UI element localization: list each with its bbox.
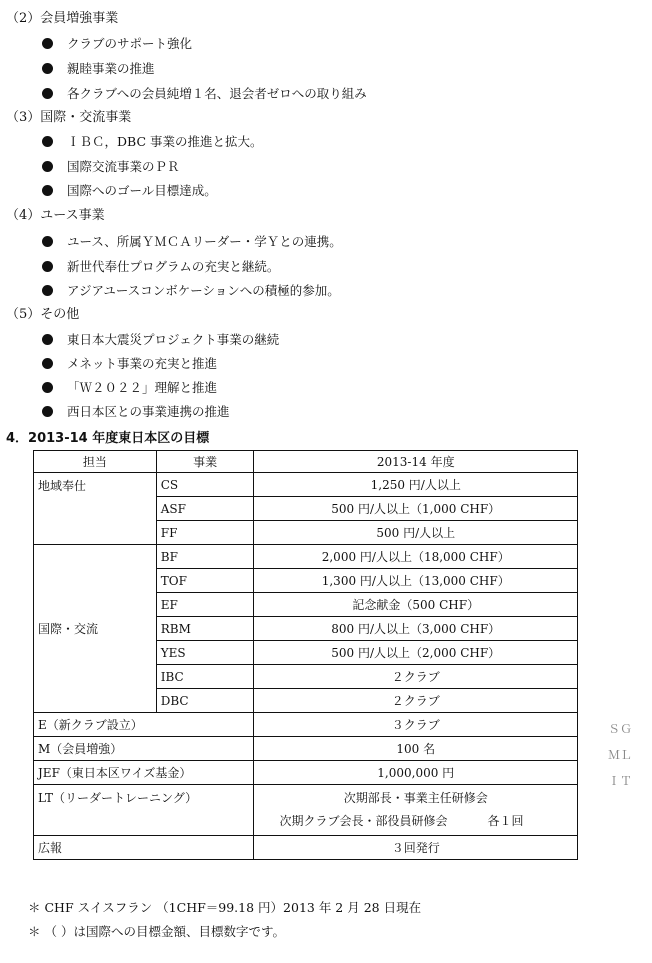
goal-cell: 500 円/人以上（2,000 CHF） bbox=[254, 641, 578, 665]
section-heading-3: （3）国際・交流事業 bbox=[6, 110, 132, 125]
bullet-dot-icon bbox=[42, 406, 53, 417]
header-item: 事業 bbox=[156, 451, 254, 473]
table-row bbox=[34, 785, 578, 836]
bullet-item: クラブのサポート強化 bbox=[42, 36, 192, 52]
bullet-dot-icon bbox=[42, 334, 53, 345]
table-row bbox=[34, 761, 578, 785]
bullet-dot-icon bbox=[42, 236, 53, 247]
goal-cell: 500 円/人以上 bbox=[254, 521, 578, 545]
bullet-item: 親睦事業の推進 bbox=[42, 61, 155, 77]
goal-cell: 記念献金（500 CHF） bbox=[254, 593, 578, 617]
bullet-item: 新世代奉仕プログラムの充実と継続。 bbox=[42, 259, 279, 275]
bullet-item: 「Ｗ２０２２」理解と推進 bbox=[42, 380, 217, 396]
side-marks: ＳＧ ＭＬ ＩＴ bbox=[608, 722, 633, 788]
wide-label-cell: E（新クラブ設立） bbox=[34, 713, 254, 737]
bullet-dot-icon bbox=[42, 136, 53, 147]
bullet-item: 西日本区との事業連携の推進 bbox=[42, 404, 230, 420]
leader-training-goal: 次期部長・事業主任研修会 次期クラブ会長・部役員研修会 各１回 bbox=[254, 785, 578, 836]
bullet-item: 国際へのゴール目標達成。 bbox=[42, 183, 217, 199]
bullet-dot-icon bbox=[42, 358, 53, 369]
item-cell: CS bbox=[156, 473, 254, 497]
bullet-dot-icon bbox=[42, 285, 53, 296]
bullet-item: ユース、所属ＹＭＣＡリーダー・学Ｙとの連携。 bbox=[42, 234, 342, 250]
goal-cell: ３回発行 bbox=[254, 836, 578, 860]
bullet-item: ＩＢＣ，DBC 事業の推進と拡大。 bbox=[42, 134, 262, 150]
goal-cell: ２クラブ bbox=[254, 689, 578, 713]
item-cell: TOF bbox=[156, 569, 254, 593]
bullet-dot-icon bbox=[42, 88, 53, 99]
item-cell: ASF bbox=[156, 497, 254, 521]
footnote-parentheses: ＊ （ ）は国際への目標金額、目標数字です。 bbox=[28, 924, 285, 939]
bullet-item: アジアユースコンボケーションへの積極的参加。 bbox=[42, 283, 340, 299]
goal-cell: ３クラブ bbox=[254, 713, 578, 737]
bullet-item: 東日本大震災プロジェクト事業の継続 bbox=[42, 332, 279, 348]
public-relations-label: 広報 bbox=[34, 836, 254, 860]
bullet-dot-icon bbox=[42, 63, 53, 74]
goal-cell: 800 円/人以上（3,000 CHF） bbox=[254, 617, 578, 641]
bullet-dot-icon bbox=[42, 382, 53, 393]
section-4-title: 4．2013-14 年度東日本区の目標 bbox=[6, 431, 210, 446]
leader-training-label: LT（リーダートレーニング） bbox=[34, 785, 254, 836]
item-cell: FF bbox=[156, 521, 254, 545]
goal-cell: 1,250 円/人以上 bbox=[254, 473, 578, 497]
table-row bbox=[34, 713, 578, 737]
table-row bbox=[34, 737, 578, 761]
item-cell: DBC bbox=[156, 689, 254, 713]
item-cell: IBC bbox=[156, 665, 254, 689]
bullet-item: 国際交流事業のＰＲ bbox=[42, 159, 180, 175]
item-cell: YES bbox=[156, 641, 254, 665]
wide-label-cell: JEF（東日本区ワイズ基金） bbox=[34, 761, 254, 785]
bullet-dot-icon bbox=[42, 161, 53, 172]
section-heading-4: （4）ユース事業 bbox=[6, 208, 105, 223]
bullet-item: メネット事業の充実と推進 bbox=[42, 356, 217, 372]
footnote-chf: ＊ CHF スイスフラン （1CHF＝99.18 円）2013 年 2 月 28 日現在 bbox=[28, 900, 422, 915]
item-cell: BF bbox=[156, 545, 254, 569]
group-local-service: 地域奉仕 bbox=[34, 473, 157, 545]
goal-cell: 1,300 円/人以上（13,000 CHF） bbox=[254, 569, 578, 593]
goal-cell: ２クラブ bbox=[254, 665, 578, 689]
bullet-dot-icon bbox=[42, 261, 53, 272]
group-international: 国際・交流 bbox=[34, 545, 157, 713]
table-row bbox=[34, 545, 578, 569]
section-heading-2: （2）会員増強事業 bbox=[6, 11, 119, 26]
wide-label-cell: M（会員増強） bbox=[34, 737, 254, 761]
goal-cell: 500 円/人以上（1,000 CHF） bbox=[254, 497, 578, 521]
table-header-row bbox=[34, 451, 578, 473]
header-goal: 2013-14 年度 bbox=[254, 451, 578, 473]
table-row bbox=[34, 836, 578, 860]
item-cell: EF bbox=[156, 593, 254, 617]
goal-cell: 100 名 bbox=[254, 737, 578, 761]
item-cell: RBM bbox=[156, 617, 254, 641]
goal-cell: 1,000,000 円 bbox=[254, 761, 578, 785]
header-category: 担当 bbox=[34, 451, 157, 473]
section-heading-5: （5）その他 bbox=[6, 307, 80, 322]
bullet-dot-icon bbox=[42, 38, 53, 49]
goal-cell: 2,000 円/人以上（18,000 CHF） bbox=[254, 545, 578, 569]
bullet-dot-icon bbox=[42, 185, 53, 196]
table-row bbox=[34, 473, 578, 497]
goals-table bbox=[33, 450, 578, 860]
bullet-item: 各クラブへの会員純増１名、退会者ゼロへの取り組み bbox=[42, 86, 367, 102]
